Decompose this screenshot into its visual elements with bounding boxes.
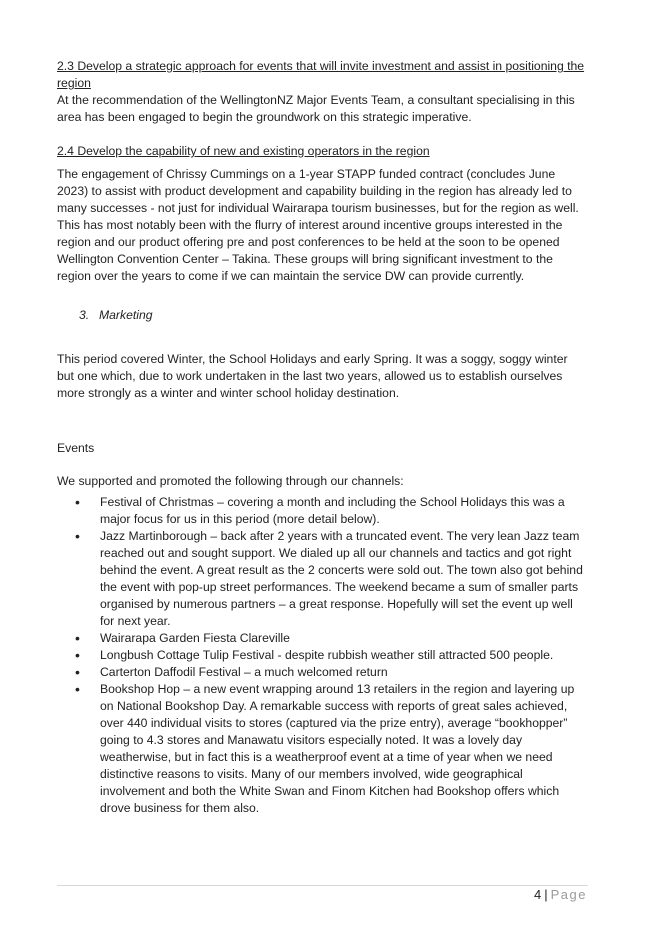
marketing-heading: [79, 307, 587, 324]
section-2-3-heading: 2.3 Develop a strategic approach for events that will invite investment and assist in positioning the region: [57, 59, 585, 90]
event-list-item: • Bookshop Hop – a new event wrapping around 13 retailers in the region and layering up on National Bookshop Day. A remarkable success with reports of great sales achieved, over 440 individual visits to stores (captured via the prize entry), average “bookhopper” going to 4.3 stores and Manawatu visitors especially noted. It was a lovely day weatherwise, but in fact this is a weatherproof event at a time of year when we need distinctive reasons to visits. Many of our members involved, wide geographical involvement and both the White Swan and Finom Kitchen had Bookshop offers which drove business for them also.: [57, 681, 587, 817]
event-list-item: • Festival of Christmas – covering a month and including the School Holidays this was a major focus for us in this period (more detail below).: [57, 494, 587, 528]
section-2-4-body: The engagement of Chrissy Cummings on a 1-year STAPP funded contract (concludes June 2023) to assist with product development and capability building in the region has already led to many successes - not just for individual Wairarapa tourism businesses, but for the region as well. This has most notably been with the flurry of interest around incentive groups interested in the region and our product offering pre and post conferences to be held at the soon to be opened Wellington Convention Center – Takina. These groups will bring significant investment to the region over the years to come if we can maintain the service DW can provide currently.: [57, 167, 579, 283]
section-2-3-body: At the recommendation of the WellingtonNZ Major Events Team, a consultant specialising in this area has been engaged to begin the groundwork on this strategic imperative.: [57, 93, 575, 124]
event-list-item: • Longbush Cottage Tulip Festival - despite rubbish weather still attracted 500 people.: [57, 647, 587, 664]
event-list-item: • Carterton Daffodil Festival – a much welcomed return: [57, 664, 587, 681]
event-list-item: • Wairarapa Garden Fiesta Clareville: [57, 630, 587, 647]
footer-divider: [57, 885, 588, 886]
events-title: Events: [57, 441, 95, 455]
page-footer: [534, 886, 587, 904]
page-label: Page: [550, 887, 587, 902]
page-number: 4: [534, 887, 542, 902]
marketing-period-text: This period covered Winter, the School Holidays and early Spring. It was a soggy, soggy winter but one which, due to work undertaken in the last two years, allowed us to establish ourselves more strongly as a winter and winter school holiday destination.: [57, 352, 568, 400]
page-content: [57, 58, 587, 817]
section-2-4-heading: 2.4 Develop the capability of new and existing operators in the region: [57, 144, 430, 158]
events-list: [57, 494, 587, 817]
marketing-title: Marketing: [99, 308, 153, 322]
event-list-item: • Jazz Martinborough – back after 2 years with a truncated event. The very lean Jazz team reached out and sought support. We dialed up all our channels and tactics and got right behind the event. A great result as the 2 concerts were sold out. The town also got behind the event with pop-up street performances. The weekend became a sum of smaller parts organised by numerous partners – a great response. Hopefully will set the event up well for next year.: [57, 528, 587, 630]
footer-separator: |: [544, 887, 548, 902]
marketing-number: 3.: [79, 308, 90, 322]
events-intro: We supported and promoted the following through our channels:: [57, 474, 404, 488]
